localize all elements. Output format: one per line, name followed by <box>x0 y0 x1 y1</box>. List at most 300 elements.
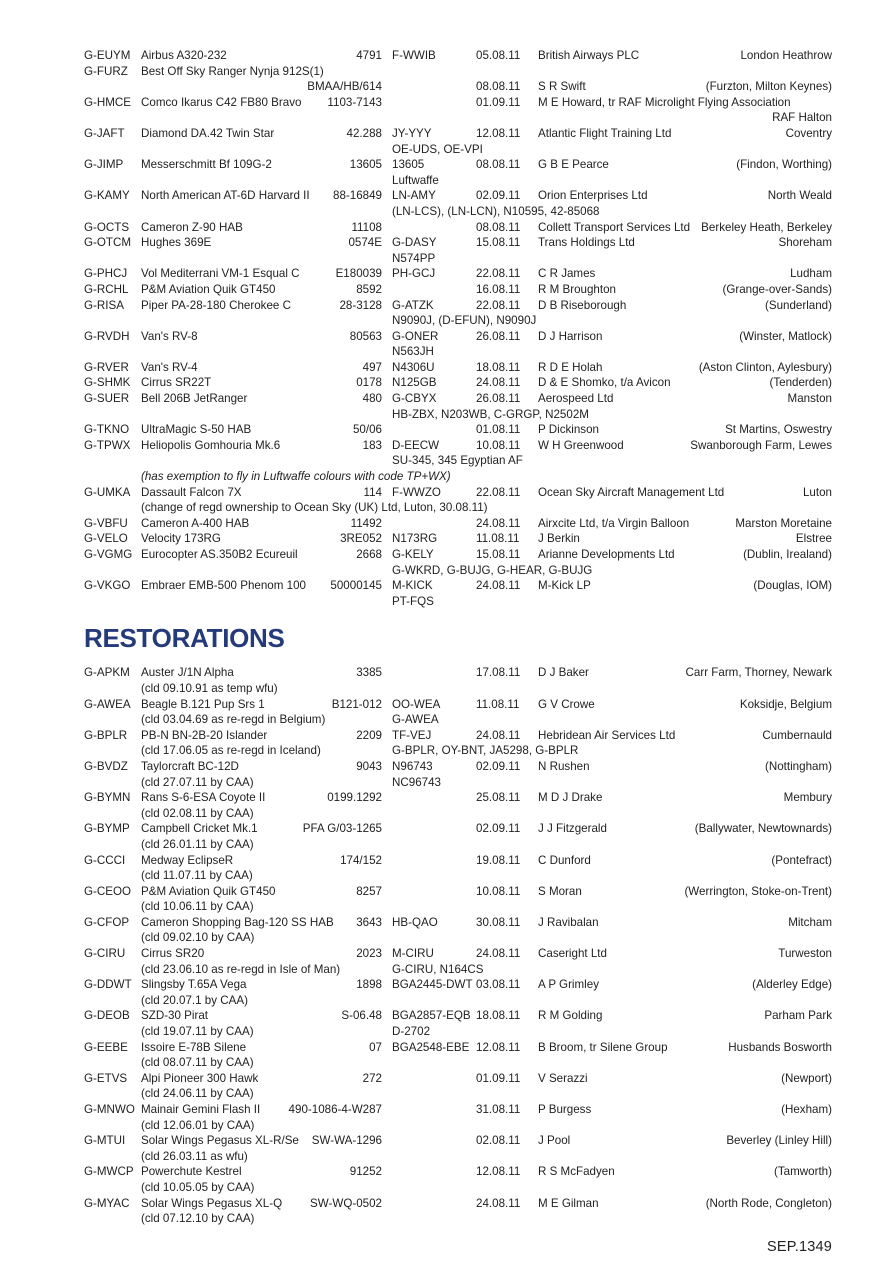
base-location: Parham Park <box>764 1009 832 1023</box>
entry-line <box>84 1071 832 1087</box>
registration-mark: G-BYMN <box>84 791 131 805</box>
constructor-number: 497 <box>362 360 382 374</box>
previous-identity: N173RG <box>392 532 438 546</box>
register-entry <box>84 375 832 391</box>
previous-identity: N125GB <box>392 376 437 390</box>
constructor-number: 2209 <box>356 728 382 742</box>
previous-identity: BGA2857-EQB <box>392 1009 471 1023</box>
registration-mark: G-UMKA <box>84 485 131 499</box>
register-entry <box>84 1133 832 1164</box>
register-entry <box>84 884 832 915</box>
registration-date: 01.08.11 <box>476 423 521 437</box>
aircraft-type: Hughes 369E <box>141 236 212 250</box>
previous-identity: N96743 <box>392 759 433 773</box>
owner-name: Ocean Sky Aircraft Management Ltd <box>538 485 725 499</box>
register-entry <box>84 1008 832 1039</box>
entry-line <box>84 126 832 142</box>
aircraft-type: Eurocopter AS.350B2 Ecureuil <box>141 548 298 561</box>
aircraft-type: Dassault Falcon 7X <box>141 485 242 499</box>
entry-line <box>84 469 832 485</box>
entry-line <box>84 1118 832 1134</box>
registration-mark: G-RISA <box>84 298 124 312</box>
entry-line <box>84 594 832 610</box>
register-entry <box>84 1040 832 1071</box>
registration-date: 25.08.11 <box>476 791 521 805</box>
aircraft-type: Airbus A320-232 <box>141 49 227 62</box>
previous-identity: G-CBYX <box>392 392 437 406</box>
constructor-number: 11492 <box>350 516 382 530</box>
entry-note: (cld 11.07.11 by CAA) <box>141 869 253 883</box>
previous-identities: Luftwaffe <box>392 173 439 187</box>
constructor-number: 3RE052 <box>340 532 382 546</box>
aircraft-type: Embraer EMB-500 Phenom 100 <box>141 579 306 593</box>
constructor-number: E180039 <box>335 267 382 281</box>
base-location: (Alderley Edge) <box>752 978 832 992</box>
base-location: (Douglas, IOM) <box>753 579 832 593</box>
registration-mark: G-VELO <box>84 532 128 546</box>
owner-name: M E Howard, tr RAF Microlight Flying Association <box>538 95 791 109</box>
registration-date: 22.08.11 <box>476 298 521 312</box>
aircraft-type: Comco Ikarus C42 FB80 Bravo <box>141 95 302 109</box>
aircraft-type: Vol Mediterrani VM-1 Esqual C <box>141 267 300 281</box>
previous-identity: G-CIRU, N164CS <box>392 962 484 976</box>
aircraft-type: Medway EclipseR <box>141 853 234 867</box>
registration-date: 17.08.11 <box>476 666 521 680</box>
register-entry <box>84 728 832 759</box>
aircraft-type: North American AT-6D Harvard II <box>141 189 310 203</box>
owner-name: P Dickinson <box>538 423 600 437</box>
registration-date: 05.08.11 <box>476 49 521 62</box>
base-location: (Dublin, Irealand) <box>743 548 832 561</box>
entry-line <box>84 110 832 126</box>
entry-line <box>84 821 832 837</box>
aircraft-type: Cirrus SR22T <box>141 376 212 390</box>
entry-line <box>84 298 832 314</box>
registration-mark: G-MYAC <box>84 1196 130 1210</box>
base-location: North Weald <box>767 189 832 203</box>
aircraft-type: Solar Wings Pegasus XL-Q <box>141 1196 283 1210</box>
previous-identity: D-EECW <box>392 438 440 452</box>
entry-line <box>84 500 832 516</box>
constructor-number: 07 <box>369 1040 382 1054</box>
constructor-number: 4791 <box>356 49 382 62</box>
base-location: (Pontefract) <box>771 853 832 867</box>
previous-identity: D-2702 <box>392 1025 431 1039</box>
entry-line <box>84 64 832 80</box>
registration-date: 02.08.11 <box>476 1134 521 1148</box>
owner-name: R M Broughton <box>538 282 616 296</box>
registration-mark: G-BYMP <box>84 822 130 836</box>
previous-identity: NC96743 <box>392 775 441 789</box>
base-location: Koksidje, Belgium <box>739 697 832 711</box>
registration-date: 18.08.11 <box>476 360 521 374</box>
constructor-number: SW-WA-1296 <box>311 1134 382 1148</box>
aircraft-type: Cameron A-400 HAB <box>141 516 250 530</box>
constructor-number: BMAA/HB/614 <box>307 80 382 94</box>
owner-name: D & E Shomko, t/a Avicon <box>538 376 671 390</box>
entry-line <box>84 251 832 267</box>
previous-identities: (LN-LCS), (LN-LCN), N10595, 42-85068 <box>392 204 600 218</box>
constructor-number: 8257 <box>356 884 382 898</box>
owner-name: B Broom, tr Silene Group <box>538 1040 668 1054</box>
previous-identity: M-CIRU <box>392 947 434 961</box>
entry-line <box>84 282 832 298</box>
registration-date: 12.08.11 <box>476 1040 521 1054</box>
registration-date: 01.09.11 <box>476 1071 521 1085</box>
aircraft-type: Powerchute Kestrel <box>141 1165 242 1179</box>
aircraft-type: Best Off Sky Ranger Nynja 912S(1) <box>141 64 324 78</box>
owner-name: G V Crowe <box>538 697 595 711</box>
registration-date: 22.08.11 <box>476 485 521 499</box>
base-location: Coventry <box>785 126 832 140</box>
constructor-number: 2668 <box>356 548 382 561</box>
base-location: (Furzton, Milton Keynes) <box>705 80 832 94</box>
registration-mark: G-SUER <box>84 392 130 406</box>
entry-note: (cld 20.07.1 by CAA) <box>141 993 248 1007</box>
aircraft-type: Solar Wings Pegasus XL-R/Se <box>141 1134 299 1148</box>
owner-name: Atlantic Flight Training Ltd <box>538 126 672 140</box>
register-entry <box>84 485 832 516</box>
registration-date: 11.08.11 <box>476 532 520 546</box>
entry-line <box>84 1196 832 1212</box>
constructor-number: 50/06 <box>352 423 382 437</box>
base-location: Membury <box>783 791 832 805</box>
entry-line <box>84 329 832 345</box>
entry-line <box>84 1102 832 1118</box>
registration-date: 16.08.11 <box>476 282 521 296</box>
register-entry <box>84 853 832 884</box>
registration-mark: G-HMCE <box>84 95 132 109</box>
entry-note: (cld 09.02.10 by CAA) <box>141 931 255 945</box>
previous-identity: LN-AMY <box>392 189 436 203</box>
aircraft-type: SZD-30 Pirat <box>141 1009 209 1023</box>
entry-note: (cld 09.10.91 as temp wfu) <box>141 681 278 695</box>
registration-date: 24.08.11 <box>476 728 521 742</box>
registration-mark: G-FURZ <box>84 64 128 78</box>
entry-line <box>84 360 832 376</box>
owner-name: Hebridean Air Services Ltd <box>538 728 676 742</box>
aircraft-type: Diamond DA.42 Twin Star <box>141 126 275 140</box>
owner-name: Caseright Ltd <box>538 947 607 961</box>
previous-identities: SU-345, 345 Egyptian AF <box>392 454 523 468</box>
base-location: Marston Moretaine <box>735 516 832 530</box>
previous-identity: M-KICK <box>392 579 433 593</box>
owner-name: D J Harrison <box>538 329 603 343</box>
register-entry <box>84 1102 832 1133</box>
registration-mark: G-ETVS <box>84 1071 128 1085</box>
register-entry <box>84 790 832 821</box>
entry-line <box>84 188 832 204</box>
register-entry <box>84 946 832 977</box>
registration-date: 12.08.11 <box>476 1165 521 1179</box>
register-entry <box>84 360 832 376</box>
entry-line <box>84 697 832 713</box>
registration-mark: G-MNWO <box>84 1103 135 1116</box>
owner-name: V Serazzi <box>538 1071 588 1085</box>
base-location: Husbands Bosworth <box>728 1040 832 1054</box>
base-location: (Sunderland) <box>764 298 832 312</box>
owner-name: M-Kick LP <box>538 579 591 593</box>
previous-identity: F-WWZO <box>392 485 441 499</box>
previous-identity: G-ATZK <box>392 298 434 312</box>
registration-date: 15.08.11 <box>476 236 521 250</box>
aircraft-type: Cirrus SR20 <box>141 947 205 961</box>
base-location: (Nottingham) <box>764 759 832 773</box>
registrations-list <box>84 48 832 609</box>
constructor-number: 174/152 <box>340 853 382 867</box>
constructor-number: 11108 <box>351 220 382 234</box>
owner-name: D J Baker <box>538 666 589 680</box>
entry-line <box>84 868 832 884</box>
registration-date: 15.08.11 <box>476 548 521 561</box>
base-location: Manston <box>787 392 832 406</box>
entry-note: (cld 24.06.11 by CAA) <box>141 1087 254 1101</box>
base-location: Carr Farm, Thorney, Newark <box>685 666 832 680</box>
entry-line <box>84 48 832 64</box>
registration-date: 19.08.11 <box>476 853 521 867</box>
previous-identity: F-WWIB <box>392 49 436 62</box>
entry-line <box>84 853 832 869</box>
owner-name: J J Fitzgerald <box>538 822 607 836</box>
registration-date: 26.08.11 <box>476 329 521 343</box>
entry-line <box>84 790 832 806</box>
register-entry <box>84 759 832 790</box>
entry-line <box>84 220 832 236</box>
previous-identities: HB-ZBX, N203WB, C-GRGP, N2502M <box>392 407 589 421</box>
registration-mark: G-CCCI <box>84 853 126 867</box>
registration-mark: G-CFOP <box>84 915 130 929</box>
owner-name: C Dunford <box>538 853 591 867</box>
register-entry <box>84 64 832 95</box>
previous-identities: N9090J, (D-EFUN), N9090J <box>392 314 537 328</box>
entry-note: (cld 07.12.10 by CAA) <box>141 1212 255 1226</box>
register-entry <box>84 697 832 728</box>
constructor-number: 480 <box>362 392 382 406</box>
registration-date: 24.08.11 <box>476 376 521 390</box>
register-entry <box>84 126 832 157</box>
registration-date: 24.08.11 <box>476 1196 521 1210</box>
entry-line <box>84 1086 832 1102</box>
register-entry <box>84 391 832 422</box>
base-location: Beverley (Linley Hill) <box>726 1134 832 1148</box>
registration-mark: G-RVDH <box>84 329 130 343</box>
aircraft-type: Van's RV-4 <box>141 360 198 374</box>
registration-mark: G-BPLR <box>84 728 128 742</box>
base-location: (Winster, Matlock) <box>739 329 832 343</box>
entry-line <box>84 1040 832 1056</box>
registration-mark: G-OTCM <box>84 236 132 250</box>
entry-line <box>84 1055 832 1071</box>
registration-date: 01.09.11 <box>476 95 521 109</box>
register-entry <box>84 95 832 126</box>
base-location: London Heathrow <box>740 49 832 62</box>
entry-line <box>84 391 832 407</box>
entry-line <box>84 993 832 1009</box>
previous-identity: N4306U <box>392 360 435 374</box>
constructor-number: 50000145 <box>330 579 382 593</box>
constructor-number: 80563 <box>349 329 382 343</box>
registration-mark: G-EUYM <box>84 49 131 62</box>
base-location: (Newport) <box>781 1071 832 1085</box>
previous-identities: PT-FQS <box>392 594 434 608</box>
owner-name: P Burgess <box>538 1103 592 1116</box>
owner-name: S R Swift <box>538 80 586 94</box>
base-location: (Werrington, Stoke-on-Trent) <box>684 884 832 898</box>
registration-mark: G-DDWT <box>84 978 132 992</box>
aircraft-type: Cameron Shopping Bag-120 SS HAB <box>141 915 334 929</box>
register-entry <box>84 578 832 609</box>
registration-date: 24.08.11 <box>476 947 521 961</box>
constructor-number: 42.288 <box>346 126 382 140</box>
aircraft-type: UltraMagic S-50 HAB <box>141 423 252 437</box>
registration-mark: G-TKNO <box>84 423 130 437</box>
constructor-number: 1898 <box>356 978 382 992</box>
entry-line <box>84 266 832 282</box>
register-entry <box>84 1164 832 1195</box>
entry-line <box>84 95 832 111</box>
constructor-number: 2023 <box>356 947 382 961</box>
registration-date: 10.08.11 <box>476 884 521 898</box>
entry-line <box>84 438 832 454</box>
register-entry <box>84 915 832 946</box>
aircraft-type: PB-N BN-2B-20 Islander <box>141 728 268 742</box>
registration-mark: G-PHCJ <box>84 267 128 281</box>
entry-line <box>84 743 832 759</box>
previous-identity: G-DASY <box>392 236 437 250</box>
entry-line <box>84 1211 832 1227</box>
entry-line <box>84 142 832 158</box>
base-location: Luton <box>802 485 832 499</box>
entry-note: (cld 08.07.11 by CAA) <box>141 1056 254 1070</box>
register-entry <box>84 157 832 188</box>
entry-line <box>84 665 832 681</box>
entry-note: (cld 26.03.11 as wfu) <box>141 1149 248 1163</box>
aircraft-type: Cameron Z-90 HAB <box>141 220 243 234</box>
base-location: Turweston <box>778 947 832 961</box>
owner-name: D B Riseborough <box>538 298 627 312</box>
aircraft-type: Rans S-6-ESA Coyote II <box>141 791 266 805</box>
register-entry <box>84 422 832 438</box>
registration-mark: G-CIRU <box>84 947 126 961</box>
entry-note: (change of regd ownership to Ocean Sky (UK) Ltd, Luton, 30.08.11) <box>141 501 488 515</box>
aircraft-type: Alpi Pioneer 300 Hawk <box>141 1071 259 1085</box>
owner-name: J Ravibalan <box>538 915 599 929</box>
registration-mark: G-AWEA <box>84 697 131 711</box>
owner-name: Arianne Developments Ltd <box>538 548 675 561</box>
owner-name: R M Golding <box>538 1009 603 1023</box>
registration-mark: G-MWCP <box>84 1165 134 1179</box>
entry-note: (cld 12.06.01 by CAA) <box>141 1118 255 1132</box>
owner-name: Collett Transport Services Ltd <box>538 220 691 234</box>
entry-line <box>84 157 832 173</box>
page-number: SEP.1349 <box>766 1239 832 1255</box>
owner-name: R S McFadyen <box>538 1165 615 1179</box>
entry-line <box>84 516 832 532</box>
base-location: Elstree <box>795 532 832 546</box>
owner-name: M E Gilman <box>538 1196 599 1210</box>
entry-line <box>84 547 832 563</box>
owner-name: S Moran <box>538 884 582 898</box>
base-location: (Tenderden) <box>769 376 832 390</box>
base-location: Mitcham <box>788 915 832 929</box>
previous-identity: PH-GCJ <box>392 267 436 281</box>
registration-date: 08.08.11 <box>476 220 521 234</box>
register-entry <box>84 266 832 282</box>
previous-identity: BGA2548-EBE <box>392 1040 470 1054</box>
entry-note: (cld 19.07.11 by CAA) <box>141 1025 254 1039</box>
previous-identity: G-ONER <box>392 329 439 343</box>
previous-identity: OO-WEA <box>392 697 441 711</box>
registration-mark: G-JIMP <box>84 158 124 172</box>
registration-date: 03.08.11 <box>476 978 521 992</box>
aircraft-type: Mainair Gemini Flash II <box>141 1103 261 1116</box>
register-entry <box>84 665 832 696</box>
constructor-number: 0199.1292 <box>327 791 382 805</box>
entry-note: (cld 03.04.69 as re-regd in Belgium) <box>141 713 326 727</box>
previous-identity: G-BPLR, OY-BNT, JA5298, G-BPLR <box>392 744 579 758</box>
register-entry <box>84 298 832 329</box>
entry-line <box>84 422 832 438</box>
entry-line <box>84 344 832 360</box>
entry-line <box>84 962 832 978</box>
owner-name: British Airways PLC <box>538 49 640 62</box>
aircraft-type: Heliopolis Gomhouria Mk.6 <box>141 438 281 452</box>
register-entry <box>84 282 832 298</box>
constructor-number: 8592 <box>356 282 382 296</box>
entry-line <box>84 485 832 501</box>
entry-line <box>84 681 832 697</box>
entry-line <box>84 204 832 220</box>
registration-mark: G-RVER <box>84 360 129 374</box>
registration-mark: G-KAMY <box>84 189 130 203</box>
entry-note: (has exemption to fly in Luftwaffe colours with code TP+WX) <box>141 470 451 484</box>
registration-date: 02.09.11 <box>476 822 521 836</box>
entry-line <box>84 759 832 775</box>
constructor-number: 0574E <box>348 236 382 250</box>
constructor-number: 114 <box>363 485 382 499</box>
aircraft-type: Campbell Cricket Mk.1 <box>141 822 258 836</box>
entry-line <box>84 1180 832 1196</box>
base-location: (Hexham) <box>781 1103 832 1116</box>
previous-identity: BGA2445-DWT <box>392 978 473 992</box>
registration-date: 08.08.11 <box>476 158 521 172</box>
base-location: Ludham <box>790 267 832 281</box>
entry-note: (cld 26.01.11 by CAA) <box>141 837 254 851</box>
owner-name: J Pool <box>538 1134 571 1148</box>
register-entry <box>84 516 832 532</box>
aircraft-type: Van's RV-8 <box>141 329 198 343</box>
entry-line <box>84 313 832 329</box>
previous-identity: G-KELY <box>392 548 434 561</box>
owner-name: C R James <box>538 267 596 281</box>
entry-note: (cld 10.05.05 by CAA) <box>141 1180 255 1194</box>
entry-line <box>84 728 832 744</box>
aircraft-type: Bell 206B JetRanger <box>141 392 248 406</box>
aircraft-type: Velocity 173RG <box>141 532 221 546</box>
constructor-number: 13605 <box>349 158 382 172</box>
registration-date: 10.08.11 <box>476 438 521 452</box>
registration-date: 08.08.11 <box>476 80 521 94</box>
constructor-number: 490-1086-4-W287 <box>288 1103 382 1116</box>
base-location: Shoreham <box>778 236 832 250</box>
owner-name: J Berkin <box>538 532 580 546</box>
constructor-number: PFA G/03-1265 <box>302 822 382 836</box>
entry-line <box>84 837 832 853</box>
owner-name: Trans Holdings Ltd <box>538 236 635 250</box>
entry-line <box>84 1133 832 1149</box>
register-entry <box>84 547 832 578</box>
registration-mark: G-RCHL <box>84 282 129 296</box>
